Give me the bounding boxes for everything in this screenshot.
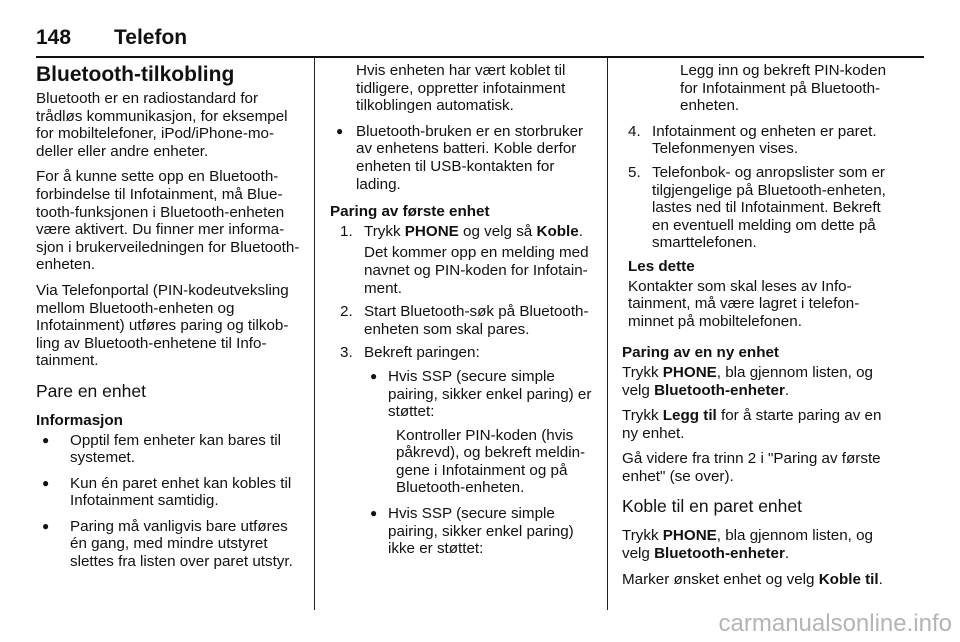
paragraph: Gå videre fra trinn 2 i "Paring av første enhet" (se over).	[622, 450, 881, 485]
column-divider-1	[314, 58, 315, 610]
text: Bekreft paringen:	[364, 344, 480, 362]
page-header	[36, 26, 924, 56]
text: for å starte paring av en ny enhet.	[622, 407, 882, 442]
menu-term: PHONE	[662, 363, 717, 381]
menu-term: Legg til	[662, 407, 717, 425]
note-heading: Les dette	[628, 257, 695, 275]
paragraph	[622, 527, 888, 562]
step-item	[628, 164, 888, 252]
step-item	[340, 303, 592, 338]
text: Trykk	[364, 222, 405, 240]
paragraph: Hvis enheten har vært koblet til tidligere, oppretter infotainment tilkoblingen automatisk.	[356, 62, 566, 115]
step-number: 3.	[340, 344, 353, 362]
note-text: Kontakter som skal leses av Infotainment, må være lagret i telefonminnet på mobiltelefonen.	[628, 277, 860, 330]
chapter-title: Telefon	[114, 26, 188, 49]
subsection-title: Pare en enhet	[36, 380, 146, 401]
list-item: ● Hvis SSP (secure simple pairing, sikker enkel paring) er støttet:	[364, 368, 592, 421]
list-item: ● Bluetooth-bruken er en storbruker av enhetens batteri. Koble derfor enheten til USB-kontakten for lading.	[330, 123, 592, 193]
menu-term: Bluetooth-enheter	[654, 381, 785, 399]
list-item: ● Hvis SSP (secure simple pairing, sikker enkel paring) ikke er støttet:	[364, 505, 592, 558]
sub-list	[364, 505, 592, 558]
paragraph: Via Telefonportal (PIN-kodeutveksling mellom Bluetooth-enheten og Infotainment) utføres paring og tilkobling av Bluetooth-enhetene til Infotainment.	[36, 281, 289, 370]
text: , bla gjennom listen, og velg	[622, 363, 873, 399]
pairing-steps	[330, 223, 592, 558]
note-box	[622, 258, 888, 330]
step-number: 2.	[340, 303, 353, 321]
column-2	[330, 62, 592, 564]
text: og velg så	[458, 222, 537, 240]
sub-list	[364, 368, 592, 421]
section-title: Bluetooth-tilkobling	[36, 63, 235, 86]
text: Trykk	[622, 363, 663, 381]
paragraph: For å kunne sette opp en Bluetooth-forbindelse til Infotainment, må Bluetooth-funksjonen i Bluetooth-enheten være aktivert. Du finner mer informasjon i brukerveiledningen for Bluetooth-enheten.	[36, 168, 300, 274]
list-item: ● Paring må vanligvis bare utføres én gang, med mindre utstyret slettes fra listen over paret utstyr.	[36, 518, 302, 571]
column-divider-2	[607, 58, 608, 610]
text: Start Bluetooth-søk på Bluetooth-enheten som skal pares.	[364, 303, 589, 338]
text: Trykk	[622, 527, 663, 545]
list-item: ● Kun én paret enhet kan kobles til Infotainment samtidig.	[36, 475, 302, 510]
info-list-continued	[330, 123, 592, 193]
list-item: ● Opptil fem enheter kan bares til systemet.	[36, 432, 302, 467]
text: .	[878, 570, 883, 588]
step-number: 5.	[628, 163, 641, 181]
paragraph: Legg inn og bekreft PIN-koden for Infotainment på Bluetooth-enheten.	[680, 62, 887, 115]
text: , bla gjennom listen, og velg	[622, 527, 873, 563]
paragraph: Bluetooth er en radiostandard for trådløs kommunikasjon, for eksempel for mobiltelefoner, iPod/iPhone-modeller eller andre enheter.	[36, 90, 288, 160]
paragraph	[622, 364, 888, 399]
text: .	[578, 222, 583, 240]
pairing-steps-continued	[622, 123, 888, 252]
paragraph	[622, 571, 888, 589]
new-pairing-heading: Paring av en ny enhet	[622, 344, 779, 362]
step-item	[340, 223, 592, 297]
step-number: 4.	[628, 122, 641, 140]
text: Trykk	[622, 407, 663, 425]
menu-term: PHONE	[404, 222, 459, 240]
text: Telefonbok- og anropslister som er tilgjengelige på Bluetooth-enheten, lastes ned til Infotainment. Bekreft en eventuell melding om dette på smarttelefonen.	[652, 163, 886, 252]
text: .	[784, 381, 790, 399]
subsection-title: Koble til en paret enhet	[622, 496, 802, 517]
sub-note: Kontroller PIN-koden (hvis påkrevd), og bekreft meldingene i Infotainment og på Bluetooth-enheten.	[396, 426, 586, 497]
header-rule	[36, 56, 924, 58]
step-number: 1.	[340, 222, 353, 240]
column-1	[36, 62, 302, 579]
menu-term: Bluetooth-enheter	[654, 545, 785, 563]
info-heading: Informasjon	[36, 411, 123, 429]
paragraph	[622, 407, 888, 442]
column-3	[622, 62, 888, 596]
step-note: Det kommer opp en melding med navnet og PIN-koden for Infotainment.	[364, 244, 589, 297]
first-pairing-heading: Paring av første enhet	[330, 203, 490, 221]
page-number: 148	[36, 26, 72, 49]
text: .	[784, 545, 790, 563]
menu-term: Koble til	[818, 570, 879, 588]
step-item	[628, 123, 888, 158]
info-list	[36, 432, 302, 571]
watermark: carmanualsonline.info	[718, 610, 952, 637]
step-item	[340, 344, 592, 558]
text: Infotainment og enheten er paret. Telefonmenyen vises.	[652, 122, 877, 158]
menu-term: Koble	[536, 222, 579, 240]
menu-term: PHONE	[662, 527, 717, 545]
text: Marker ønsket enhet og velg	[622, 570, 819, 588]
